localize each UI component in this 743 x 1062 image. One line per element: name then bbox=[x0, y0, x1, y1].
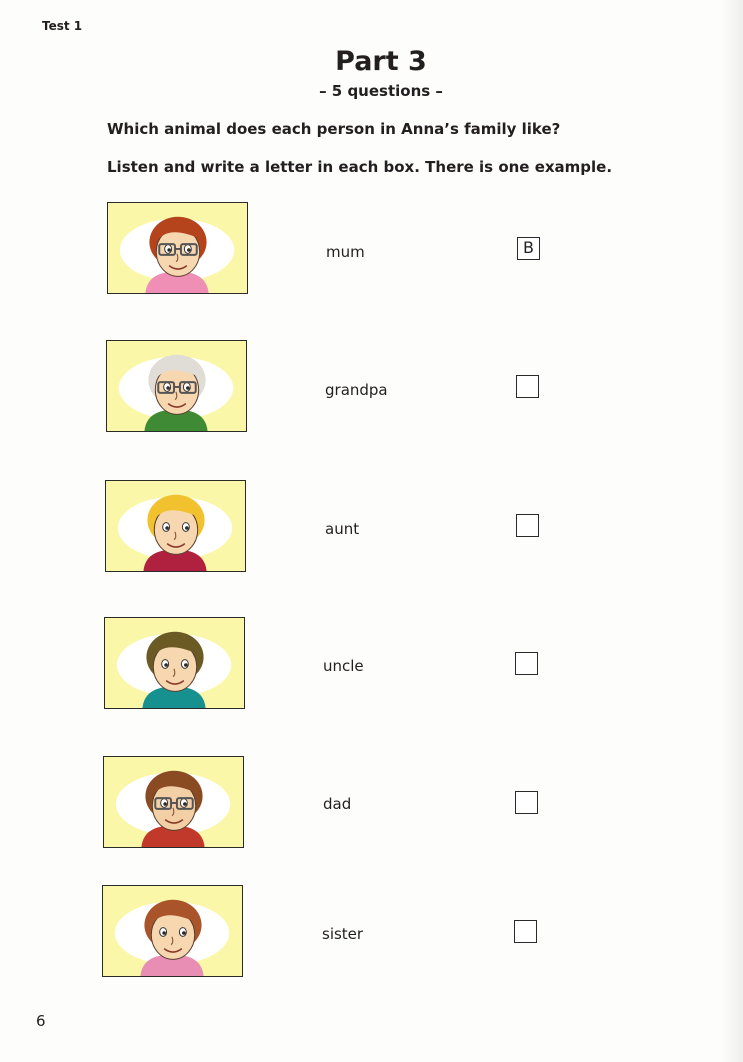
portrait-mum bbox=[107, 202, 248, 294]
list-item bbox=[0, 480, 743, 580]
answer-box-mum[interactable]: B bbox=[517, 237, 540, 260]
portrait-aunt bbox=[105, 480, 246, 572]
person-name: aunt bbox=[325, 520, 360, 538]
list-item bbox=[0, 202, 743, 302]
portrait-sister bbox=[102, 885, 243, 977]
part-title: Part 3 bbox=[335, 46, 427, 77]
portrait-dad bbox=[103, 756, 244, 848]
portrait-grandpa bbox=[106, 340, 247, 432]
answer-box-dad[interactable] bbox=[515, 791, 538, 814]
instruction-question: Which animal does each person in Anna’s family like? bbox=[107, 120, 561, 138]
part-subtitle: – 5 questions – bbox=[319, 82, 443, 100]
answer-box-grandpa[interactable] bbox=[516, 375, 539, 398]
person-name: uncle bbox=[323, 657, 364, 675]
portrait-uncle bbox=[104, 617, 245, 709]
person-name: mum bbox=[326, 243, 365, 261]
person-name: grandpa bbox=[325, 381, 388, 399]
answer-box-uncle[interactable] bbox=[515, 652, 538, 675]
list-item bbox=[0, 885, 743, 985]
answer-box-aunt[interactable] bbox=[516, 514, 539, 537]
list-item bbox=[0, 756, 743, 856]
person-name: sister bbox=[322, 925, 364, 943]
list-item bbox=[0, 340, 743, 440]
test-label: Test 1 bbox=[42, 19, 83, 33]
person-name: dad bbox=[323, 795, 352, 813]
instruction-task: Listen and write a letter in each box. There is one example. bbox=[107, 158, 613, 176]
page-number: 6 bbox=[36, 1012, 46, 1030]
answer-box-sister[interactable] bbox=[514, 920, 537, 943]
list-item bbox=[0, 617, 743, 717]
